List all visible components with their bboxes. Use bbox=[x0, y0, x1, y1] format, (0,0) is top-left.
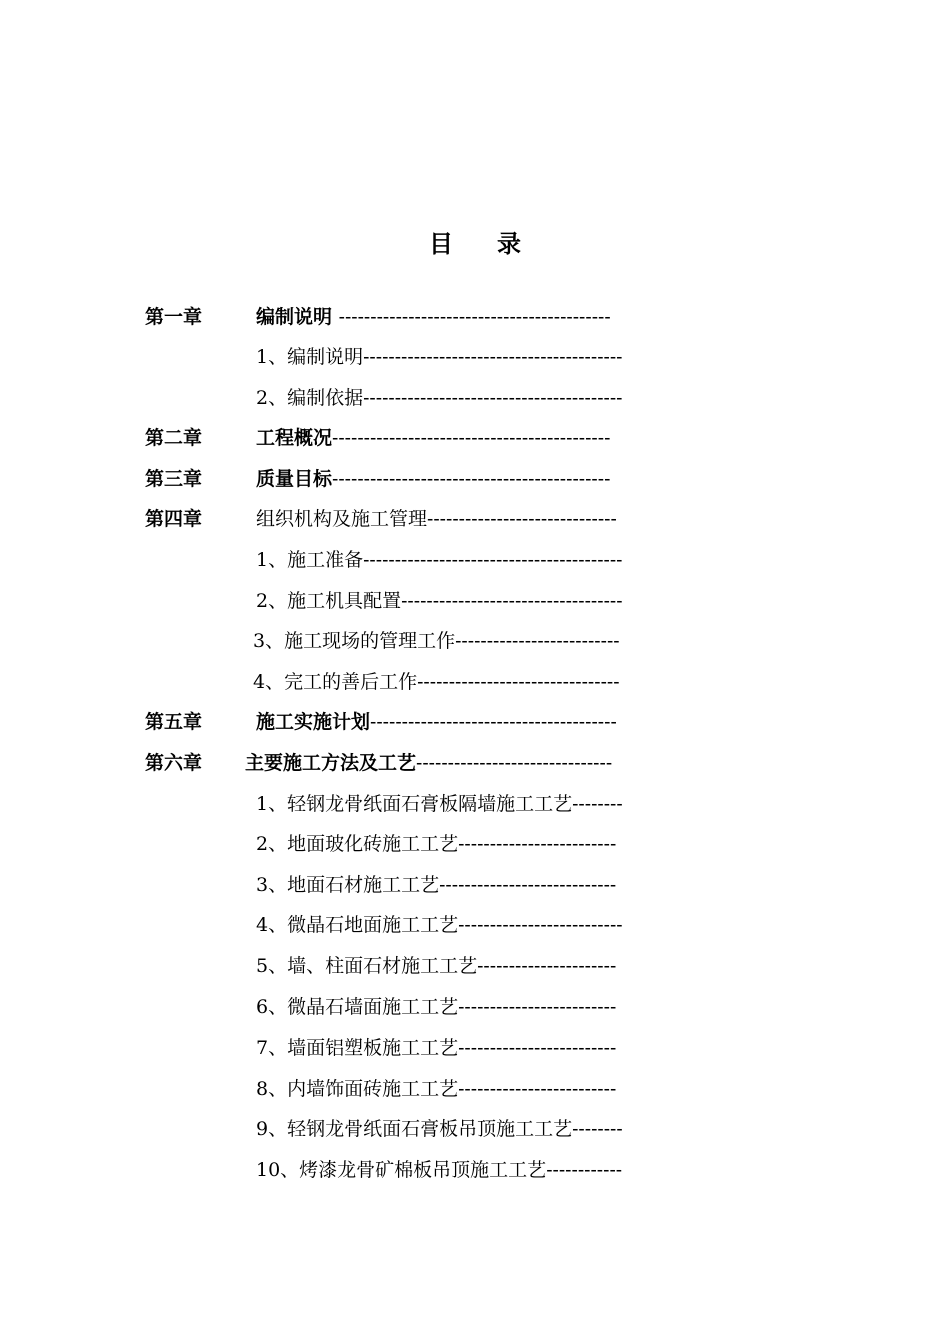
toc-row bbox=[0, 626, 950, 656]
toc-entry-text: 1、施工准备 bbox=[256, 549, 364, 571]
toc-entry-text: 6、微晶石墙面施工工艺 bbox=[256, 996, 459, 1018]
toc-entry-text: 3、地面石材施工工艺 bbox=[256, 874, 440, 896]
toc-chapter-label: 第三章 bbox=[145, 468, 203, 490]
toc-leader-dashes: -------- bbox=[572, 794, 623, 815]
toc-chapter-label: 第四章 bbox=[145, 508, 203, 530]
toc-entry bbox=[256, 951, 616, 982]
toc-chapter-label: 第二章 bbox=[145, 427, 203, 449]
toc-entry bbox=[256, 992, 616, 1023]
toc-entry-text: 工程概况 bbox=[256, 427, 333, 449]
toc-row bbox=[0, 1114, 950, 1144]
toc-row bbox=[0, 545, 950, 575]
toc-leader-dashes: ----------------------------------------- bbox=[363, 347, 623, 368]
toc-entry bbox=[256, 302, 611, 333]
toc-entry-text: 2、施工机具配置 bbox=[256, 590, 402, 612]
toc-entry bbox=[256, 586, 623, 617]
toc-row bbox=[0, 464, 950, 494]
toc-row bbox=[0, 789, 950, 819]
toc-title-right: 录 bbox=[497, 230, 521, 258]
toc-leader-dashes: -------- bbox=[572, 1119, 623, 1140]
toc-leader-dashes: ----------------------------------------- bbox=[363, 388, 623, 409]
toc-leader-dashes: ------------------------- bbox=[458, 1079, 617, 1100]
toc-chapter-label: 第一章 bbox=[145, 306, 203, 328]
toc-entry bbox=[256, 1155, 622, 1186]
toc-row bbox=[0, 870, 950, 900]
toc-entry-text: 8、内墙饰面砖施工工艺 bbox=[256, 1078, 459, 1100]
toc-leader-dashes: -------------------------- bbox=[458, 915, 623, 936]
toc-leader-dashes: --------------------------------------- bbox=[370, 712, 617, 733]
toc-entry bbox=[256, 342, 623, 373]
toc-entry bbox=[256, 504, 617, 535]
toc-leader-dashes: ------------------------- bbox=[458, 834, 617, 855]
toc-title bbox=[0, 224, 950, 259]
toc-entry-text: 4、完工的善后工作 bbox=[253, 671, 418, 693]
toc-leader-dashes: ---------------------------- bbox=[439, 875, 617, 896]
toc-title-left: 目 bbox=[429, 230, 453, 258]
toc-entry-text: 2、编制依据 bbox=[256, 387, 364, 409]
toc-entry-text: 质量目标 bbox=[256, 468, 333, 490]
toc-entry-text: 3、施工现场的管理工作 bbox=[253, 630, 456, 652]
toc-entry-text: 施工实施计划 bbox=[256, 711, 371, 733]
toc-entry-text: 组织机构及施工管理 bbox=[256, 508, 428, 530]
toc-row bbox=[0, 1074, 950, 1104]
toc-row bbox=[0, 707, 950, 737]
toc-leader-dashes: ------------------------------ bbox=[427, 509, 617, 530]
toc-entry bbox=[245, 748, 612, 779]
toc-leader-dashes: -------------------------------------------- bbox=[332, 428, 611, 449]
toc-row bbox=[0, 748, 950, 778]
toc-leader-dashes: -------------------------------------------- bbox=[332, 469, 611, 490]
toc-row bbox=[0, 992, 950, 1022]
toc-leader-dashes: -------------------------- bbox=[455, 631, 620, 652]
toc-row bbox=[0, 1033, 950, 1063]
toc-entry-text: 1、轻钢龙骨纸面石膏板隔墙施工工艺 bbox=[256, 793, 573, 815]
toc-entry-text: 主要施工方法及工艺 bbox=[245, 752, 417, 774]
toc-entry-text: 9、轻钢龙骨纸面石膏板吊顶施工工艺 bbox=[256, 1118, 573, 1140]
toc-entry bbox=[256, 1114, 623, 1145]
toc-entry bbox=[256, 545, 623, 576]
toc-chapter-label: 第五章 bbox=[145, 711, 203, 733]
toc-row bbox=[0, 910, 950, 940]
toc-entry-text: 1、编制说明 bbox=[256, 346, 364, 368]
toc-entry bbox=[256, 383, 623, 414]
toc-entry bbox=[256, 789, 623, 820]
toc-entry bbox=[256, 910, 623, 941]
toc-row bbox=[0, 504, 950, 534]
toc-entry-text: 10、烤漆龙骨矿棉板吊顶施工工艺 bbox=[256, 1159, 547, 1181]
toc-leader-dashes: ---------------------- bbox=[477, 956, 617, 977]
toc-leader-dashes: -------------------------------- bbox=[417, 672, 620, 693]
toc-entry-text: 4、微晶石地面施工工艺 bbox=[256, 914, 459, 936]
toc-leader-dashes: ------------ bbox=[546, 1160, 623, 1181]
toc-leader-dashes: ------------------------------------------- bbox=[338, 307, 611, 328]
toc-leader-dashes: ------------------------------- bbox=[416, 753, 613, 774]
toc-entry bbox=[256, 1074, 616, 1105]
toc-row bbox=[0, 951, 950, 981]
toc-leader-dashes: ----------------------------------- bbox=[401, 591, 623, 612]
toc-row bbox=[0, 586, 950, 616]
toc-row bbox=[0, 342, 950, 372]
toc-entry bbox=[256, 423, 610, 454]
toc-entry bbox=[253, 626, 620, 657]
toc-entry bbox=[256, 829, 616, 860]
toc-row bbox=[0, 667, 950, 697]
toc-entry bbox=[256, 1033, 616, 1064]
toc-row bbox=[0, 302, 950, 332]
toc-entry bbox=[256, 870, 616, 901]
toc-chapter-label: 第六章 bbox=[145, 752, 203, 774]
toc-row bbox=[0, 383, 950, 413]
toc-row bbox=[0, 829, 950, 859]
toc-entry-text: 5、墙、柱面石材施工工艺 bbox=[256, 955, 478, 977]
toc-entry bbox=[256, 707, 617, 738]
toc-row bbox=[0, 1155, 950, 1185]
toc-entry-text: 7、墙面铝塑板施工工艺 bbox=[256, 1037, 459, 1059]
toc-entry-text: 编制说明 bbox=[256, 306, 339, 328]
toc-entry bbox=[256, 464, 610, 495]
toc-leader-dashes: ----------------------------------------- bbox=[363, 550, 623, 571]
toc-leader-dashes: ------------------------- bbox=[458, 1038, 617, 1059]
toc-leader-dashes: ------------------------- bbox=[458, 997, 617, 1018]
toc-entry bbox=[253, 667, 620, 698]
toc-row bbox=[0, 423, 950, 453]
toc-entry-text: 2、地面玻化砖施工工艺 bbox=[256, 833, 459, 855]
